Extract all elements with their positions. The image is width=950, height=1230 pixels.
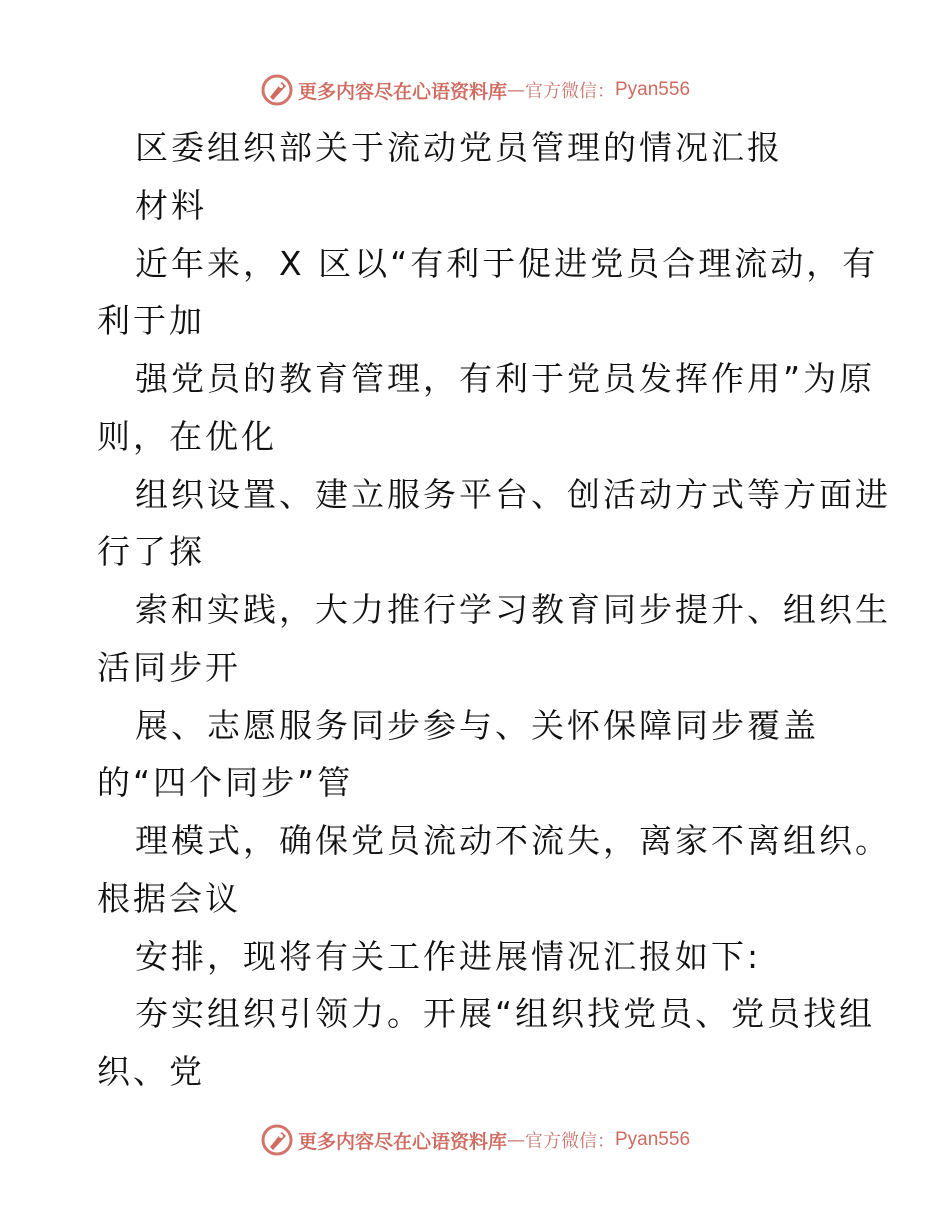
doc-line: 组织设置、建立服务平台、创活动方式等方面进 (135, 475, 891, 514)
doc-title-line-2: 材料 (135, 186, 207, 225)
doc-line: 安排，现将有关工作进展情况汇报如下: (135, 937, 762, 976)
header-watermark (0, 70, 950, 110)
doc-title-line: 区委组织部关于流动党员管理的情况汇报 (135, 128, 783, 167)
doc-line: 根据会议 (97, 879, 241, 918)
watermark-wechat-id: Pyan556 (615, 1129, 691, 1150)
footer-watermark (0, 1120, 950, 1160)
watermark-dash: — (507, 79, 525, 101)
doc-line: 则，在优化 (97, 417, 277, 456)
doc-line: 强党员的教育管理，有利于党员发挥作用”为原 (135, 359, 876, 398)
doc-line: 利于加 (97, 301, 205, 340)
watermark-wechat-id: Pyan556 (615, 79, 691, 100)
pen-nib-icon (260, 1123, 294, 1157)
doc-line: 织、党 (97, 1052, 205, 1091)
doc-line: 展、志愿服务同步参与、关怀保障同步覆盖 (135, 706, 819, 745)
doc-line: 的“四个同步”管 (97, 763, 354, 802)
pen-nib-icon (260, 73, 294, 107)
watermark-site-text: 更多内容尽在心语资料库 (297, 1130, 507, 1153)
doc-line: 行了探 (97, 532, 205, 571)
doc-line: 索和实践，大力推行学习教育同步提升、组织生 (135, 590, 891, 629)
doc-line: 理模式，确保党员流动不流失，离家不离组织。 (135, 821, 891, 860)
watermark-wechat-label: 官方微信： (525, 1131, 615, 1152)
doc-line: 近年来，X 区以“有利于促进党员合理流动，有 (135, 244, 879, 283)
doc-line: 活同步开 (97, 648, 241, 687)
watermark-site-text: 更多内容尽在心语资料库 (297, 80, 507, 103)
watermark-wechat-label: 官方微信： (525, 81, 615, 102)
watermark-dash: — (507, 1129, 525, 1151)
doc-line: 夯实组织引领力。开展“组织找党员、党员找组 (135, 994, 876, 1033)
